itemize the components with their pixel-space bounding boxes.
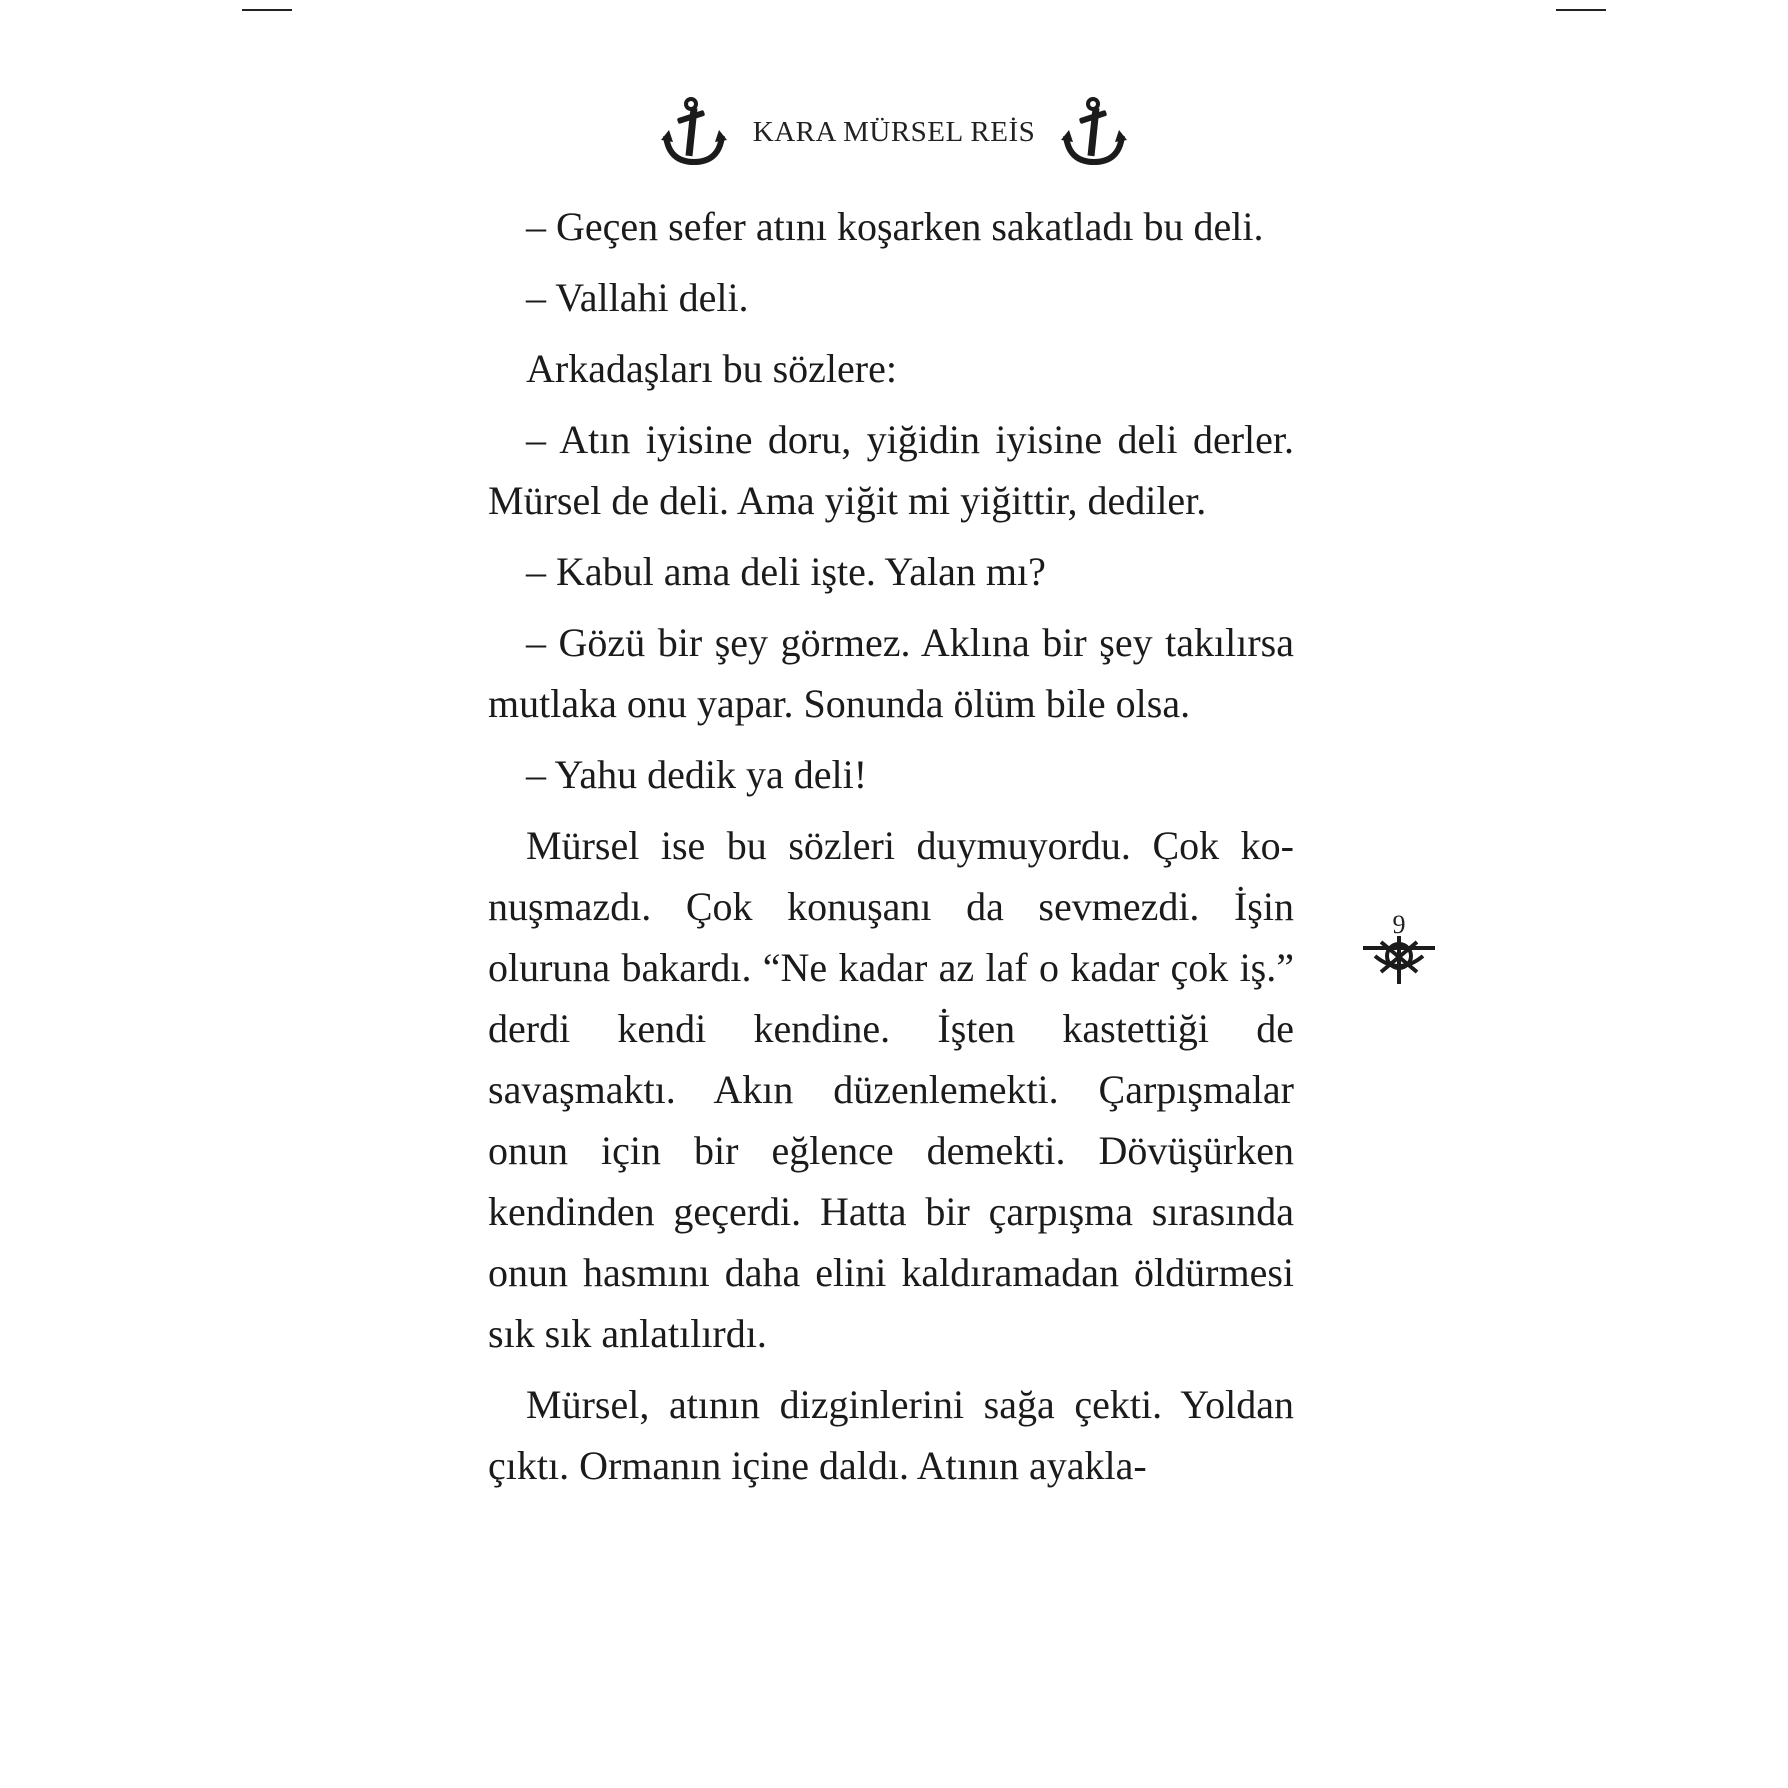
crop-mark-left — [242, 9, 292, 11]
body-text — [488, 196, 1294, 1506]
paragraph: – Geçen sefer atını koşarken sakatladı bu deli. — [526, 204, 1264, 249]
anchor-icon — [661, 96, 727, 168]
paragraph: Mürsel ise bu sözleri duymuyordu. Çok konuşmazdı. Çok konuşanı da sevmezdi. İşin oluruna bakardı. “Ne kadar az laf o kadar çok iş.” derdi kendi kendine. İşten kastettiği de savaşmaktı. Akın düzenlemekti. Çarpışmalar onun için bir eğlence demekti. Dövüşürken kendinden geçerdi. Hatta bir çarpışma sırasında onun hasmını daha elini kaldıramadan öldürmesi sık sık anlatılırdı. — [488, 823, 1294, 1356]
paragraph: – Yahu dedik ya deli! — [526, 752, 868, 797]
folio — [1358, 912, 1440, 992]
anchor-icon — [1061, 96, 1127, 168]
paragraph: – Kabul ama deli işte. Yalan mı? — [526, 549, 1046, 594]
paragraph: Mürsel, atının dizginlerini sağa çekti. Yoldan çıktı. Ormanın içine daldı. Atının ayakla- — [488, 1382, 1294, 1488]
paragraph: – Vallahi deli. — [526, 275, 749, 320]
running-header-title: KARA MÜRSEL REİS — [752, 115, 1036, 148]
crop-mark-right — [1556, 9, 1606, 11]
running-header — [0, 92, 1788, 172]
paragraph: Arkadaşları bu sözlere: — [526, 346, 897, 391]
page-number: 9 — [1392, 910, 1406, 939]
paragraph: – Atın iyisine doru, yiğidin iyisine deli derler. Mürsel de deli. Ama yiğit mi yiğittir, dediler. — [488, 417, 1294, 523]
ship-wheel-icon — [1361, 934, 1437, 988]
paragraph: – Gözü bir şey görmez. Aklına bir şey takılırsa mutlaka onu yapar. Sonunda ölüm bile olsa. — [488, 620, 1294, 726]
